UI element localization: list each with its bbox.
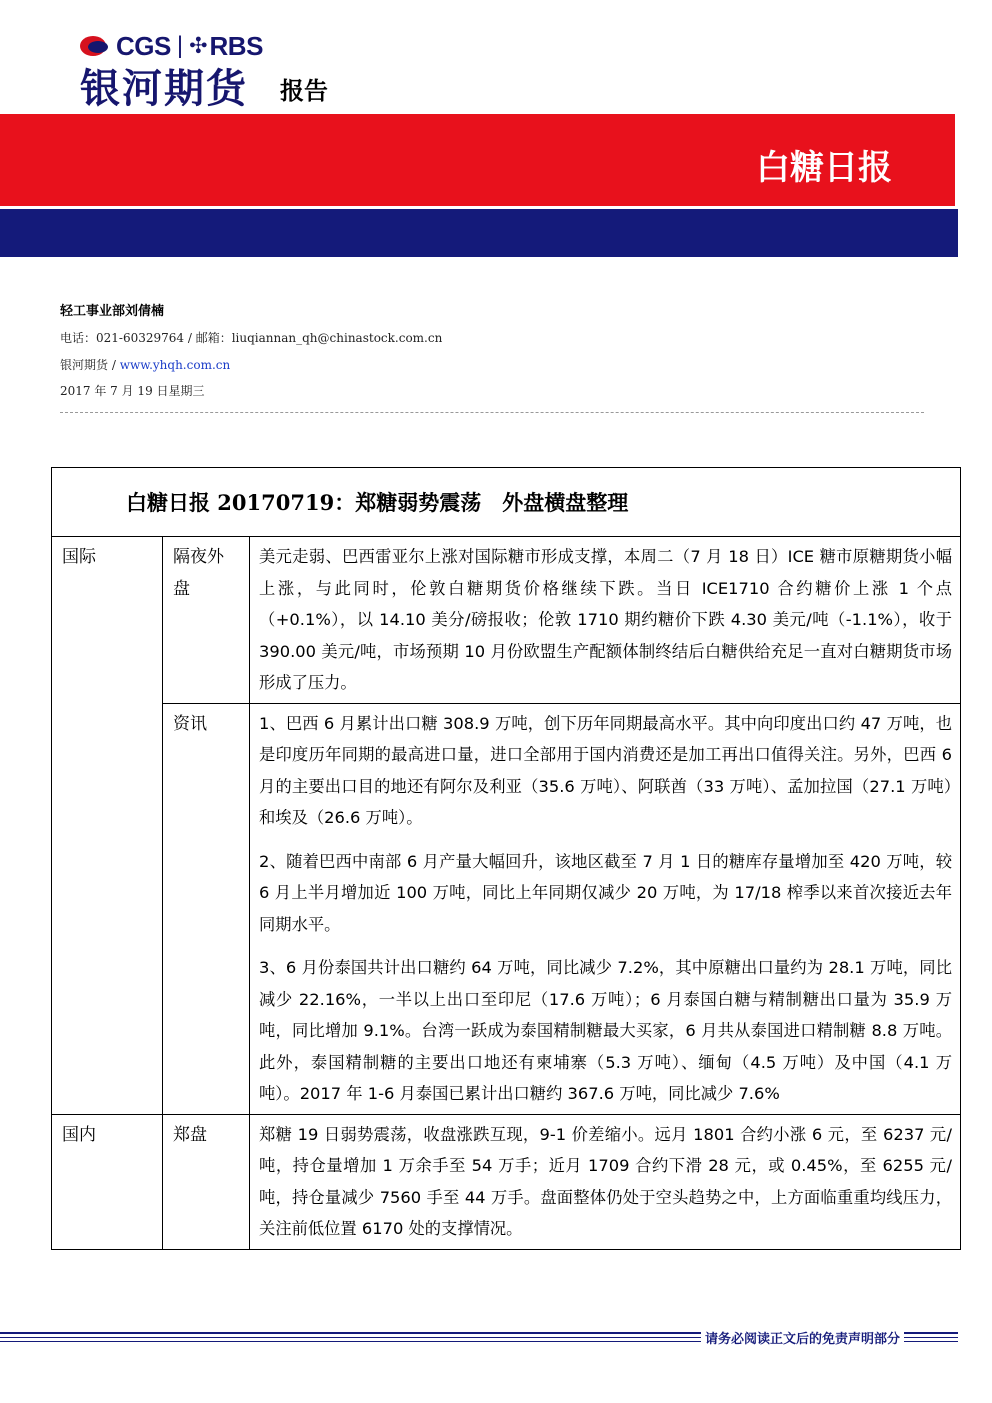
table-row <box>52 703 961 1114</box>
website-link[interactable]: www.yhqh.com.cn <box>119 358 231 372</box>
disclaimer: 请务必阅读正文后的免责声明部分 <box>701 1331 904 1349</box>
report-suffix: 报告 <box>280 77 328 105</box>
logo-cgs-text: CGS <box>116 30 171 61</box>
table-title-row <box>52 468 961 537</box>
divider <box>60 412 924 413</box>
paragraph: 2、随着巴西中南部 6 月产量大幅回升，该地区截至 7 月 1 日的糖库存量增加至 420 万吨，较 6 月上半月增加近 100 万吨，同比上年同期仅减少 20 万吨，为 17/18 榨季以来首次接近去年同期水平。 <box>259 851 952 934</box>
subcategory-cell: 隔夜外盘 <box>163 537 250 704</box>
content-cell <box>250 537 961 704</box>
website-prefix: 银河期货 / <box>60 358 120 372</box>
brand-logo <box>80 30 263 62</box>
blue-banner <box>0 209 958 257</box>
banner-title: 白糖日报 <box>756 148 892 188</box>
website-line <box>60 356 230 374</box>
category-cell: 国内 <box>52 1114 163 1249</box>
paragraph: 美元走弱、巴西雷亚尔上涨对国际糖市形成支撑，本周二（7 月 18 日）ICE 糖市原糖期货小幅上涨，与此同时，伦敦白糖期货价格继续下跌。当日 ICE1710 合约糖价上涨 1 个点（+0.1%），以 14.10 美分/磅报收；伦敦 1710 期约糖价下跌 4.30 美元/吨（-1.1%），收于 390.00 美元/吨，市场预期 10 月份欧盟生产配额体制终结后白糖供给充足一直对白糖期货市场形成了压力。 <box>259 547 952 692</box>
rbs-logo-icon: ✣ <box>189 33 208 59</box>
report-date: 2017 年 7 月 19 日星期三 <box>60 384 205 398</box>
table-row <box>52 537 961 704</box>
contact-info: 电话：021-60329764 / 邮箱：liuqiannan_qh@chinastock.com.cn <box>60 331 443 345</box>
paragraph: 郑糖 19 日弱势震荡，收盘涨跌互现，9-1 价差缩小。远月 1801 合约小涨 6 元，至 6237 元/吨，持仓量增加 1 万余手至 54 万手；近月 1709 合约下滑 28 元，或 0.45%，至 6255 元/吨，持仓量减少 7560 手至 44 万手。盘面整体仍处于空头趋势之中，上方面临重重均线压力，关注前低位置 6170 处的支撑情况。 <box>259 1124 952 1238</box>
table-row <box>52 1114 961 1249</box>
logo-separator: | <box>176 32 184 59</box>
table-title: 白糖日报 20170719：郑糖弱势震荡 外盘横盘整理 <box>52 468 961 537</box>
paragraph: 3、6 月份泰国共计出口糖约 64 万吨，同比减少 7.2%，其中原糖出口量约为 28.1 万吨，同比减少 22.16%，一半以上出口至印尼（17.6 万吨）；6 月泰国白糖与精制糖出口量为 35.9 万吨，同比增加 9.1%。台湾一跃成为泰国精制糖最大买家，6 月共从泰国进口精制糖 8.8 万吨。此外，泰国精制糖的主要出口地还有柬埔寨（5.3 万吨）、缅甸（4.5 万吨）及中国（4.1 万吨）。2017 年 1-6 月泰国已累计出口糖约 367.6 万吨，同比减少 7.6% <box>259 958 952 1103</box>
report-table <box>51 467 961 1250</box>
subcategory-cell: 郑盘 <box>163 1114 250 1249</box>
company-name: 银河期货 <box>80 66 248 112</box>
content-cell <box>250 703 961 1114</box>
logo-rbs-text: RBS <box>209 30 263 61</box>
category-cell: 国际 <box>52 537 163 1115</box>
cgs-logo-icon <box>80 33 110 59</box>
subcategory-cell: 资讯 <box>163 703 250 1114</box>
author: 轻工事业部刘倩楠 <box>60 304 165 319</box>
content-cell <box>250 1114 961 1249</box>
paragraph: 1、巴西 6 月累计出口糖 308.9 万吨，创下历年同期最高水平。其中向印度出口约 47 万吨，也是印度历年同期的最高进口量，进口全部用于国内消费还是加工再出口值得关注。另外，巴西 6 月的主要出口目的地还有阿尔及利亚（35.6 万吨）、阿联酋（33 万吨）、孟加拉国（27.1 万吨）和埃及（26.6 万吨）。 <box>259 713 952 827</box>
